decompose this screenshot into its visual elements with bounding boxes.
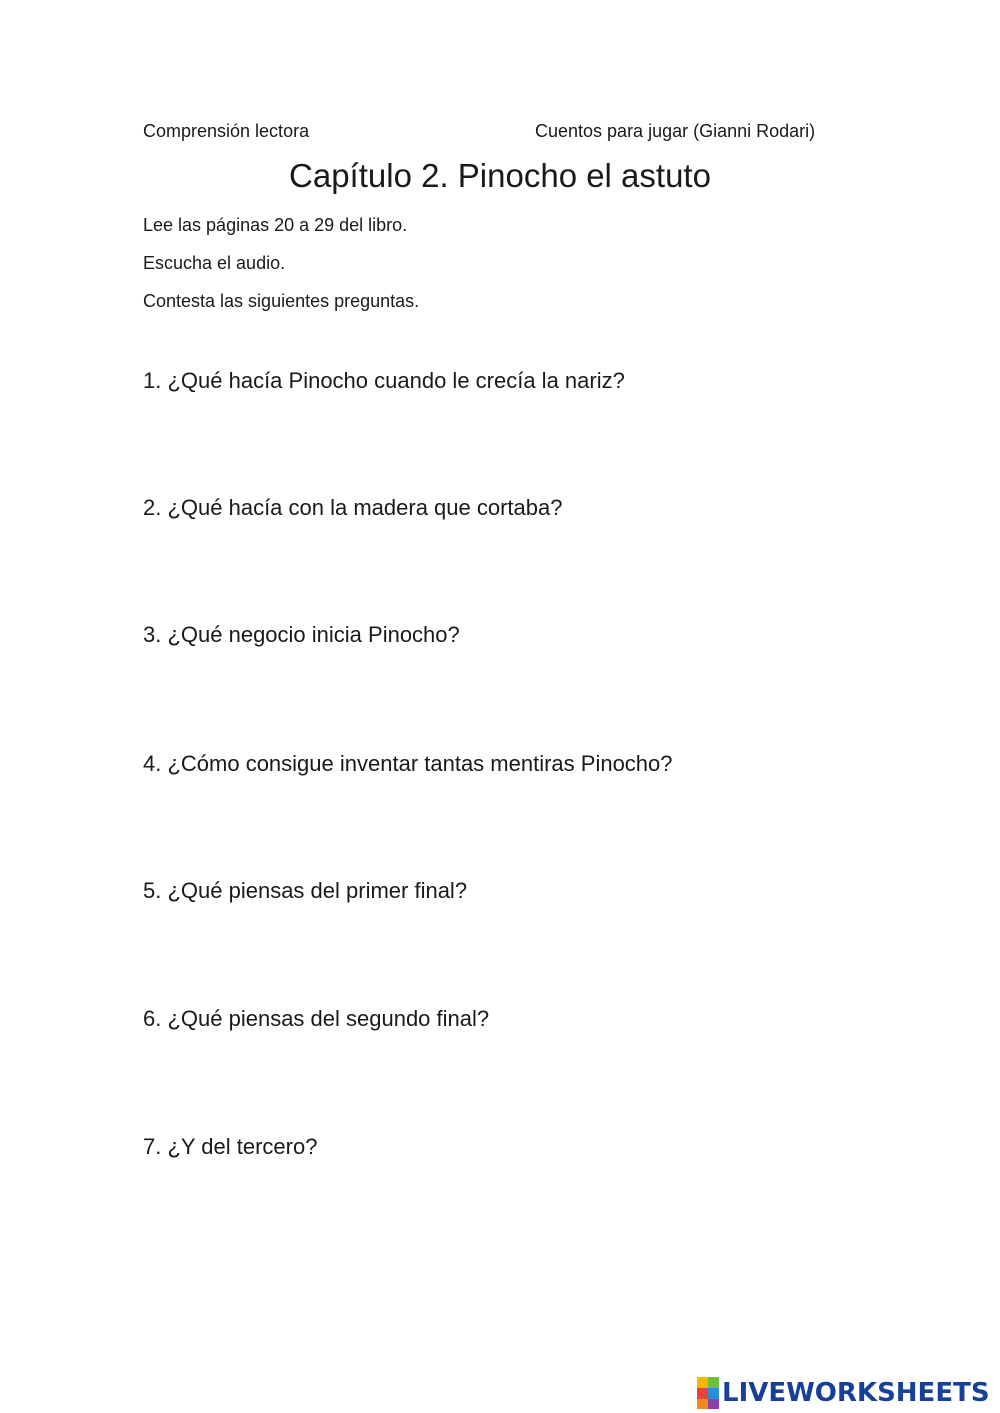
- question-4: 4. ¿Cómo consigue inventar tantas mentiras Pinocho?: [143, 751, 673, 776]
- logo-tile: [708, 1399, 719, 1409]
- header-book-title: Cuentos para jugar (Gianni Rodari): [535, 121, 816, 141]
- question-3: 3. ¿Qué negocio inicia Pinocho?: [143, 622, 460, 647]
- question-5: 5. ¿Qué piensas del primer final?: [143, 878, 468, 903]
- logo-tile: [697, 1388, 708, 1399]
- logo-tile: [708, 1377, 719, 1388]
- liveworksheets-logo-text: LIVEWORKSHEETS: [722, 1378, 990, 1408]
- instruction-answer: Contesta las siguientes preguntas.: [143, 291, 420, 311]
- logo-tile: [697, 1377, 708, 1388]
- liveworksheets-logo: [697, 1375, 990, 1411]
- instruction-listen: Escucha el audio.: [143, 253, 286, 273]
- logo-tile: [708, 1388, 719, 1399]
- question-7: 7. ¿Y del tercero?: [143, 1134, 318, 1159]
- logo-tile: [697, 1399, 708, 1409]
- page-title: Capítulo 2. Pinocho el astuto: [289, 157, 711, 194]
- question-1: 1. ¿Qué hacía Pinocho cuando le crecía la nariz?: [143, 368, 625, 393]
- instruction-read: Lee las páginas 20 a 29 del libro.: [143, 215, 408, 235]
- liveworksheets-logo-icon: [697, 1377, 719, 1409]
- question-2: 2. ¿Qué hacía con la madera que cortaba?: [143, 495, 563, 520]
- header-subject: Comprensión lectora: [143, 121, 310, 141]
- question-6: 6. ¿Qué piensas del segundo final?: [143, 1006, 490, 1031]
